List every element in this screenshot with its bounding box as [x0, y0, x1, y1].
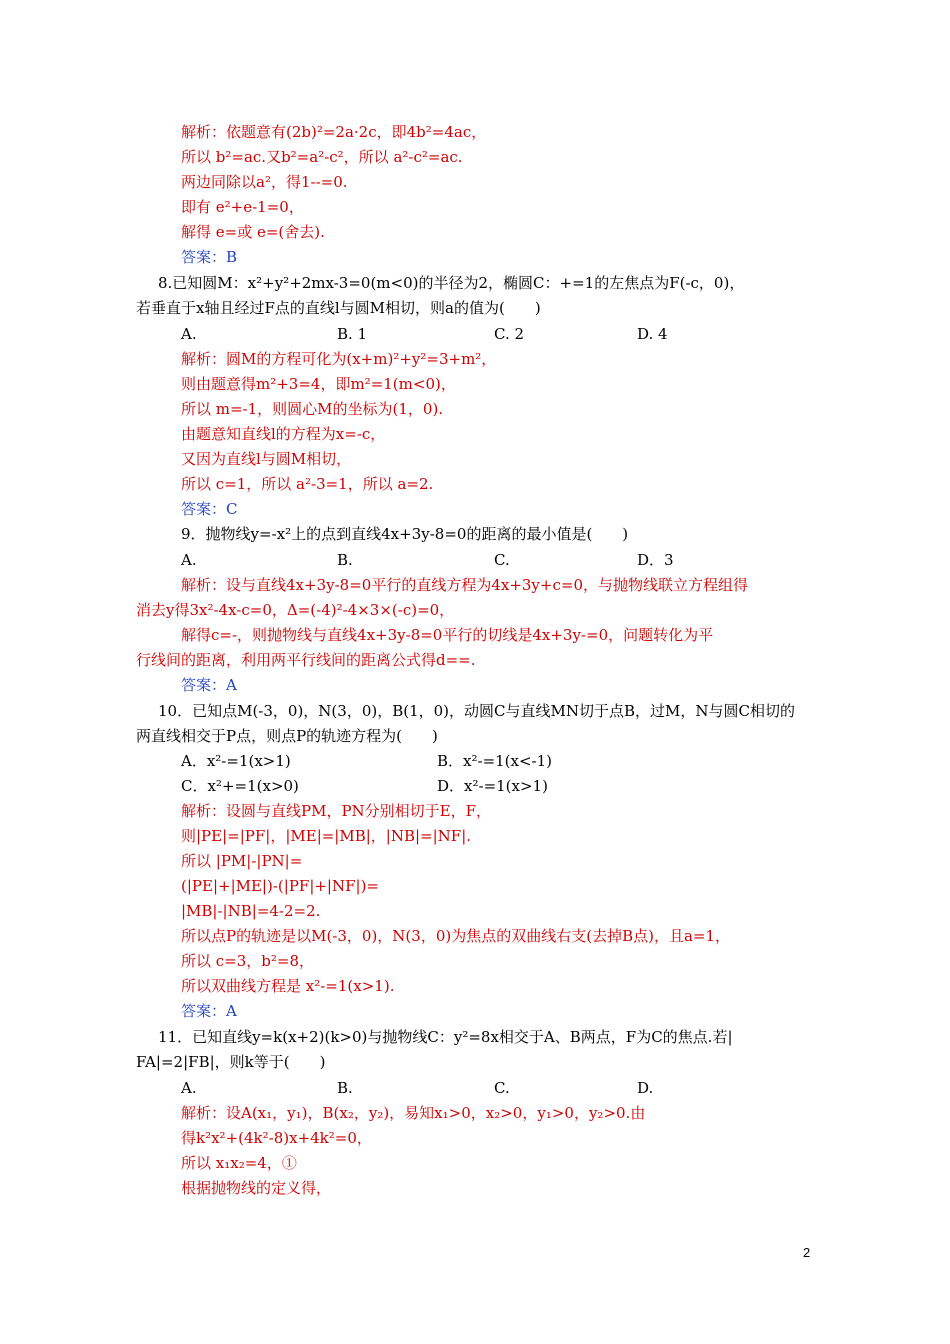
answer-line: 答案：C: [181, 500, 238, 518]
solution-line: 解析：设A(x₁，y₁)，B(x₂，y₂)，易知x₁>0，x₂>0，y₁>0，y₂>0.由: [181, 1104, 646, 1122]
solution-line: 两边同除以a²，得1--=0.: [181, 173, 348, 191]
solution-line: 行线间的距离，利用两平行线间的距离公式得d==.: [136, 651, 476, 669]
solution-line: 得k²x²+(4k²-8)x+4k²=0，: [181, 1129, 372, 1147]
page-number: 2: [803, 1245, 811, 1260]
solution-line: |MB|-|NB|=4-2=2.: [181, 902, 321, 920]
question-line: D.: [637, 1079, 654, 1097]
solution-line: (|PE|+|ME|)-(|PF|+|NF|)=: [181, 877, 379, 895]
answer-line: 答案：B: [181, 248, 238, 266]
question-line: D．x²-=1(x>1): [437, 777, 548, 795]
solution-line: 根据抛物线的定义得，: [181, 1179, 332, 1197]
question-line: B. 1: [337, 325, 368, 343]
question-line: C.: [494, 1079, 510, 1097]
question-line: A.: [181, 325, 197, 343]
solution-line: 消去y得3x²-4x-c=0，Δ=(-4)²-4×3×(-c)=0，: [136, 601, 455, 619]
question-line: C.: [494, 551, 510, 569]
question-line: D. 4: [637, 325, 668, 343]
question-line: C．x²+=1(x>0): [181, 777, 299, 795]
question-line: 11．已知直线y=k(x+2)(k>0)与抛物线C：y²=8x相交于A、B两点，F为C的焦点.若|: [158, 1028, 733, 1046]
question-line: A．x²-=1(x>1): [181, 752, 291, 770]
question-line: B．x²-=1(x<-1): [437, 752, 553, 770]
question-line: 9．抛物线y=-x²上的点到直线4x+3y-8=0的距离的最小值是( ): [181, 525, 629, 543]
solution-line: 即有 e²+e-1=0，: [181, 198, 304, 216]
solution-line: 解析：圆M的方程可化为(x+m)²+y²=3+m²，: [181, 350, 497, 368]
question-line: C. 2: [494, 325, 525, 343]
solution-line: 则由题意得m²+3=4，即m²=1(m<0)，: [181, 375, 456, 393]
question-line: A.: [181, 551, 197, 569]
solution-line: 所以 c=3，b²=8，: [181, 952, 315, 970]
question-line: B.: [337, 551, 353, 569]
answer-line: 答案：A: [181, 676, 237, 694]
solution-line: 所以 c=1，所以 a²-3=1，所以 a=2.: [181, 475, 434, 493]
solution-line: 所以双曲线方程是 x²-=1(x>1).: [181, 977, 395, 995]
solution-line: 解得 e=或 e=(舍去).: [181, 223, 325, 241]
question-line: 若垂直于x轴且经过F点的直线l与圆M相切，则a的值为( ): [136, 299, 541, 317]
solution-line: 又因为直线l与圆M相切，: [181, 450, 352, 468]
solution-line: 解析：依题意有(2b)²=2a·2c，即4b²=4ac，: [181, 123, 487, 141]
solution-line: 所以 |PM|-|PN|=: [181, 852, 303, 870]
solution-line: 所以 m=-1，则圆心M的坐标为(1，0).: [181, 400, 444, 418]
solution-line: 所以点P的轨迹是以M(-3，0)，N(3，0)为焦点的双曲线右支(去掉B点)，且a=1，: [181, 927, 731, 945]
solution-line: 由题意知直线l的方程为x=-c，: [181, 425, 386, 443]
solution-line: 则|PE|=|PF|，|ME|=|MB|，|NB|=|NF|.: [181, 827, 472, 845]
question-line: D．3: [637, 551, 674, 569]
solution-line: 解析：设圆与直线PM，PN分别相切于E，F，: [181, 802, 492, 820]
question-line: 8.已知圆M：x²+y²+2mx-3=0(m<0)的半径为2，椭圆C：+=1的左焦点为F(-c，0)，: [158, 274, 745, 292]
question-line: FA|=2|FB|，则k等于( ): [136, 1053, 326, 1071]
solution-line: 所以 x₁x₂=4，①: [181, 1154, 297, 1172]
solution-line: 解析：设与直线4x+3y-8=0平行的直线方程为4x+3y+c=0，与抛物线联立方程组得: [181, 576, 748, 594]
question-line: A.: [181, 1079, 197, 1097]
question-line: 两直线相交于P点，则点P的轨迹方程为( ): [136, 727, 438, 745]
question-line: 10．已知点M(-3，0)，N(3，0)，B(1，0)，动圆C与直线MN切于点B，过M，N与圆C相切的: [158, 702, 795, 720]
solution-line: 所以 b²=ac.又b²=a²-c²，所以 a²-c²=ac.: [181, 148, 463, 166]
answer-line: 答案：A: [181, 1002, 237, 1020]
solution-line: 解得c=-，则抛物线与直线4x+3y-8=0平行的切线是4x+3y-=0，问题转化为平: [181, 626, 714, 644]
question-line: B.: [337, 1079, 353, 1097]
